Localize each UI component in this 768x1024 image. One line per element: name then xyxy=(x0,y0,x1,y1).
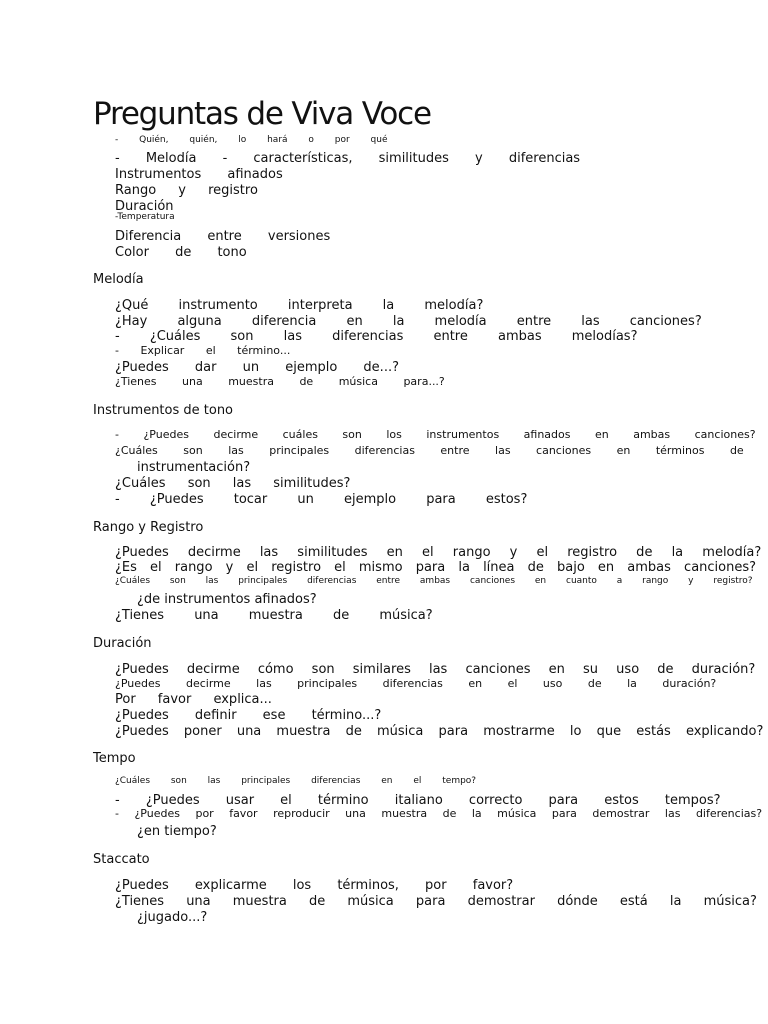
question-line: ¿Cuáles son las principales diferencias entre las canciones en términos de xyxy=(115,444,744,457)
question-line: - ¿Puedes decirme cuáles son los instrumentos afinados en ambas canciones? xyxy=(115,428,756,441)
question-line: - ¿Puedes por favor reproducir una muestra de la música para demostrar las diferencias? xyxy=(115,807,763,820)
question-line: ¿Puedes definir ese término...? xyxy=(115,708,382,723)
section-heading-rango: Rango y Registro xyxy=(93,520,204,535)
question-line: ¿Qué instrumento interpreta la melodía? xyxy=(115,298,484,313)
section-heading-staccato: Staccato xyxy=(93,852,150,867)
question-line: ¿Puedes explicarme los términos, por favor? xyxy=(115,878,514,893)
question-line: ¿en tiempo? xyxy=(137,824,217,839)
intro-line: Diferencia entre versiones xyxy=(115,229,331,244)
question-line: - ¿Puedes usar el término italiano correcto para estos tempos? xyxy=(115,793,721,808)
question-line: ¿Es el rango y el registro el mismo para la línea de bajo en ambas canciones? xyxy=(115,560,757,575)
question-line: ¿Hay alguna diferencia en la melodía entre las canciones? xyxy=(115,314,702,329)
section-heading-tempo: Tempo xyxy=(93,751,136,766)
section-heading-melodia: Melodía xyxy=(93,272,144,287)
question-line: ¿Tienes una muestra de música? xyxy=(115,608,433,623)
question-line: ¿Tienes una muestra de música para demostrar dónde está la música? xyxy=(115,894,757,909)
question-line: ¿Cuáles son las similitudes? xyxy=(115,476,351,491)
intro-line: Duración xyxy=(115,199,174,214)
intro-line: -Temperatura xyxy=(115,212,175,222)
intro-line: Color de tono xyxy=(115,245,247,260)
intro-line: Rango y registro xyxy=(115,183,258,198)
question-line: ¿Puedes decirme las similitudes en el rango y el registro de la melodía? xyxy=(115,545,762,560)
question-line: ¿Cuáles son las principales diferencias entre ambas canciones en cuanto a rango y registro? xyxy=(115,576,753,586)
intro-line: - Melodía - características, similitudes y diferencias xyxy=(115,151,581,166)
question-line: ¿Cuáles son las principales diferencias en el tempo? xyxy=(115,776,477,786)
section-heading-instrumentos: Instrumentos de tono xyxy=(93,403,234,418)
page-title: Preguntas de Viva Voce xyxy=(93,96,431,132)
intro-line: Instrumentos afinados xyxy=(115,167,283,182)
question-line: ¿jugado...? xyxy=(137,910,208,925)
question-line: ¿Puedes dar un ejemplo de...? xyxy=(115,360,399,375)
question-line: ¿Tienes una muestra de música para...? xyxy=(115,375,445,388)
question-line: ¿Puedes poner una muestra de música para mostrarme lo que estás explicando? xyxy=(115,724,764,739)
question-line: - Explicar el término... xyxy=(115,344,291,357)
question-line: instrumentación? xyxy=(137,460,251,475)
intro-line: - Quién, quién, lo hará o por qué xyxy=(115,135,388,145)
question-line: - ¿Puedes tocar un ejemplo para estos? xyxy=(115,492,528,507)
question-line: ¿de instrumentos afinados? xyxy=(137,592,317,607)
section-heading-duracion: Duración xyxy=(93,636,152,651)
question-line: Por favor explica... xyxy=(115,692,272,707)
question-line: ¿Puedes decirme las principales diferencias en el uso de la duración? xyxy=(115,677,717,690)
question-line: - ¿Cuáles son las diferencias entre ambas melodías? xyxy=(115,329,638,344)
question-line: ¿Puedes decirme cómo son similares las canciones en su uso de duración? xyxy=(115,662,756,677)
